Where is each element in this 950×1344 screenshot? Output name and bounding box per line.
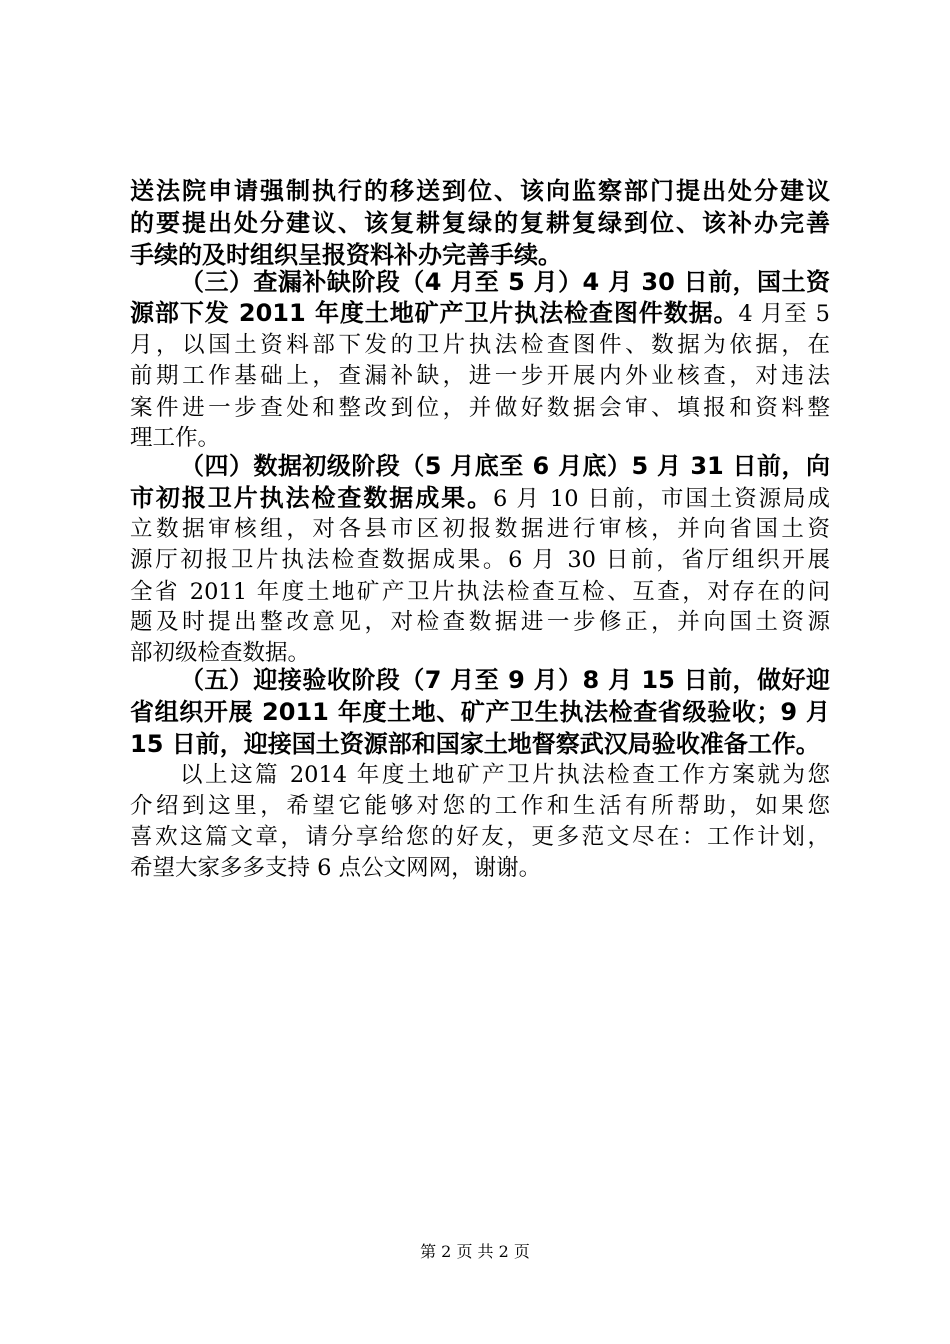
- paragraph-line: 案件进一步查处和整改到位，并做好数据会审、填报和资料整: [130, 395, 830, 421]
- bold-text: 源部下发 2011 年度土地矿产卫片执法检查图件数据。: [130, 299, 739, 327]
- regular-text: 6 月 10 日前，市国土资源局成: [493, 486, 831, 512]
- paragraph-line: 喜欢这篇文章，请分享给您的好友，更多范文尽在：工作计划，: [130, 824, 830, 850]
- bold-text: 市初报卫片执法检查数据成果。: [130, 484, 494, 512]
- paragraph-line: 源厅初报卫片执法检查数据成果。6 月 30 日前，省厅组织开展: [130, 547, 830, 573]
- paragraph-line: 题及时提出整改意见，对检查数据进一步修正，并向国土资源: [130, 609, 830, 635]
- section-heading-line: （三）查漏补缺阶段（4 月至 5 月）4 月 30 日前，国土资: [180, 268, 830, 296]
- paragraph-line: 送法院申请强制执行的移送到位、该向监察部门提出处分建议: [130, 177, 830, 205]
- paragraph-line: 全省 2011 年度土地矿产卫片执法检查互检、互查，对存在的问: [130, 579, 830, 605]
- paragraph-line: 15 日前，迎接国土资源部和国家土地督察武汉局验收准备工作。: [130, 730, 820, 758]
- paragraph-line: 的要提出处分建议、该复耕复绿的复耕复绿到位、该补办完善: [130, 209, 830, 237]
- section-heading-line: （五）迎接验收阶段（7 月至 9 月）8 月 15 日前，做好迎: [180, 666, 830, 694]
- paragraph-line: 月，以国土资料部下发的卫片执法检查图件、数据为依据，在: [130, 332, 830, 358]
- paragraph-line: 希望大家多多支持 6 点公文网网，谢谢。: [130, 855, 542, 881]
- paragraph-line: [130, 483, 830, 517]
- paragraph-line: 立数据审核组，对各县市区初报数据进行审核，并向省国土资: [130, 516, 830, 542]
- paragraph-line: 前期工作基础上，查漏补缺，进一步开展内外业核查，对违法: [130, 363, 830, 389]
- paragraph-line: 手续的及时组织呈报资料补办完善手续。: [130, 241, 562, 269]
- section-heading-line: （四）数据初级阶段（5 月底至 6 月底）5 月 31 日前，向: [180, 452, 830, 480]
- regular-text: 4 月至 5: [738, 301, 830, 327]
- paragraph-line: 介绍到这里，希望它能够对您的工作和生活有所帮助，如果您: [130, 793, 830, 819]
- paragraph-line: [130, 298, 830, 332]
- paragraph-line: 理工作。: [130, 425, 221, 451]
- page-number-footer: 第 2 页 共 2 页: [420, 1242, 530, 1261]
- paragraph-line: 省组织开展 2011 年度土地、矿产卫生执法检查省级验收；9 月: [130, 698, 830, 726]
- paragraph-line: 部初级检查数据。: [130, 640, 311, 666]
- paragraph-line: 以上这篇 2014 年度土地矿产卫片执法检查工作方案就为您: [180, 762, 830, 788]
